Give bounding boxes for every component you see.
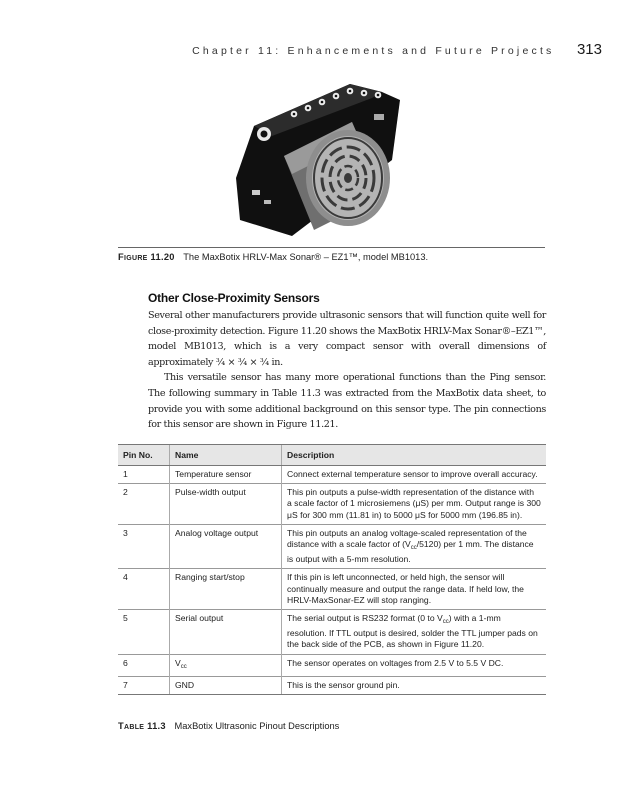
pin-cell: 5 bbox=[118, 610, 170, 655]
sensor-photo bbox=[232, 78, 402, 238]
pin-cell: 7 bbox=[118, 676, 170, 694]
col-header-name: Name bbox=[170, 445, 282, 466]
pin-cell: 1 bbox=[118, 466, 170, 484]
name-cell: Ranging start/stop bbox=[170, 569, 282, 610]
figure-label: Figure 11.20 bbox=[118, 252, 175, 262]
figure-rule bbox=[118, 247, 545, 248]
description-cell: If this pin is left unconnected, or held high, the sensor will continually measure and output the range data. If held low, the HRLV-MaxSonar-EZ will stop ranging. bbox=[282, 569, 547, 610]
description-text: /5120) per 1 mm. The distance is output with a 5-mm resolution. bbox=[287, 539, 534, 565]
paragraph: Several other manufacturers provide ultrasonic sensors that will function quite well for close-proximity detection. Figure 11.20 shows the MaxBotix HRLV-Max Sonar®–EZ1™, model MB1013, which is a very compact sensor with overall dimensions of approximately ¾ × ¾ × ¾ in. bbox=[148, 310, 546, 368]
description-cell: This pin outputs a pulse-width representation of the distance with a scale factor of 1 microsiemens (μS) per mm. Output range is 300 μS for 300 mm (11.81 in) to 5000 μS for 5000 mm (196.85 in). bbox=[282, 484, 547, 525]
table-row bbox=[118, 676, 546, 694]
table-row bbox=[118, 466, 546, 484]
description-cell bbox=[282, 610, 547, 655]
pin-cell: 2 bbox=[118, 484, 170, 525]
pin-cell: 6 bbox=[118, 654, 170, 676]
table-caption-text: MaxBotix Ultrasonic Pinout Descriptions bbox=[174, 721, 340, 731]
description-text: ) with a 1-mm resolution. If TTL output is desired, solder the TTL jumper pads on the back side of the PCB, as shown in Figure 11.20. bbox=[287, 613, 538, 650]
subscript: cc bbox=[410, 545, 417, 552]
subscript: cc bbox=[442, 619, 449, 626]
section-heading: Other Close-Proximity Sensors bbox=[148, 291, 320, 305]
description-cell: This is the sensor ground pin. bbox=[282, 676, 547, 694]
name-cell bbox=[170, 654, 282, 676]
figure-caption-text: The MaxBotix HRLV-Max Sonar® – EZ1™, model MB1013. bbox=[183, 252, 429, 262]
name-cell: Analog voltage output bbox=[170, 524, 282, 569]
description-text: This pin outputs an analog voltage-scaled representation of the distance with a scale factor of (V bbox=[287, 527, 527, 550]
table-row bbox=[118, 569, 546, 610]
name-cell: GND bbox=[170, 676, 282, 694]
name-cell: Temperature sensor bbox=[170, 466, 282, 484]
description-cell bbox=[282, 524, 547, 569]
figure-caption bbox=[118, 252, 428, 262]
description-cell: Connect external temperature sensor to improve overall accuracy. bbox=[282, 466, 547, 484]
paragraph: This versatile sensor has many more operational functions than the Ping sensor. The following summary in Table 11.3 was extracted from the MaxBotix data sheet, to provide you with some additional background on this sensor type. The pin connections for this sensor are shown in Figure 11.21. bbox=[148, 372, 546, 431]
table-row bbox=[118, 610, 546, 655]
description-cell: The sensor operates on voltages from 2.5 V to 5.5 V DC. bbox=[282, 654, 547, 676]
name-cell: Serial output bbox=[170, 610, 282, 655]
chapter-title: Chapter 11: Enhancements and Future Projects bbox=[192, 45, 555, 57]
pinout-table bbox=[118, 444, 546, 695]
pin-cell: 4 bbox=[118, 569, 170, 610]
description-text: The serial output is RS232 format (0 to V bbox=[287, 613, 443, 624]
table-row bbox=[118, 484, 546, 525]
subscript: cc bbox=[180, 663, 187, 670]
table-caption bbox=[118, 721, 339, 731]
table-row bbox=[118, 524, 546, 569]
name-cell: Pulse-width output bbox=[170, 484, 282, 525]
table-row bbox=[118, 654, 546, 676]
name-text: V bbox=[175, 657, 181, 668]
page-number: 313 bbox=[576, 41, 602, 58]
table-label: Table 11.3 bbox=[118, 721, 166, 731]
pin-cell: 3 bbox=[118, 524, 170, 569]
col-header-description: Description bbox=[282, 445, 547, 466]
body-text bbox=[148, 308, 546, 433]
running-head bbox=[120, 41, 602, 59]
col-header-pin: Pin No. bbox=[118, 445, 170, 466]
table-header-row bbox=[118, 445, 546, 466]
